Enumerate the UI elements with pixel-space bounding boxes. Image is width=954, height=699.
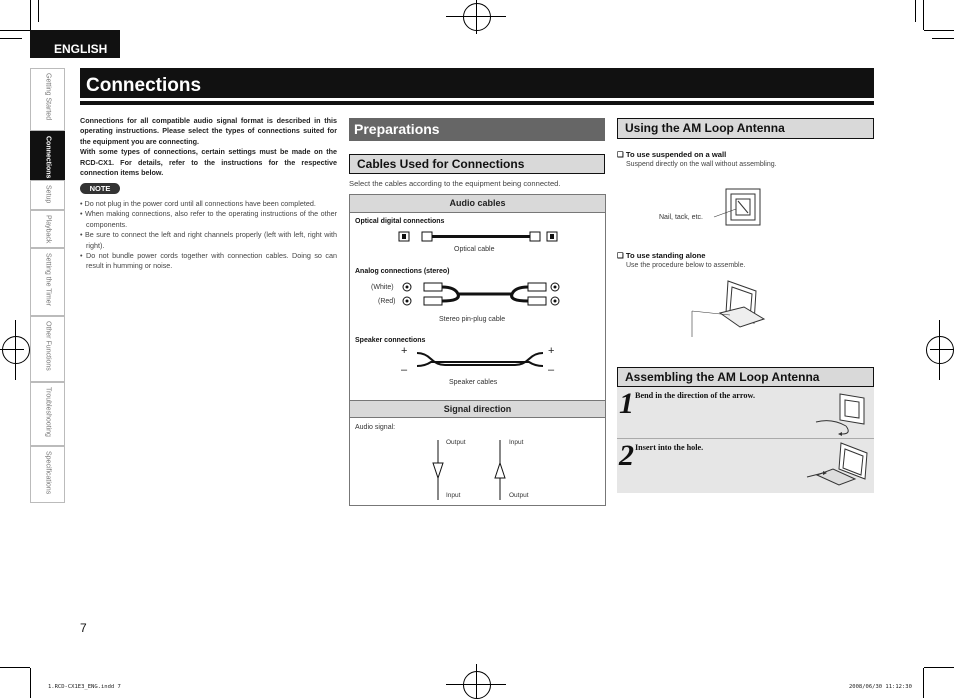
crop-mark xyxy=(923,0,924,30)
page-number: 7 xyxy=(80,621,87,635)
tab-other-functions[interactable]: Other Functions xyxy=(30,316,65,382)
standing-antenna-illustration xyxy=(690,277,770,339)
crop-mark xyxy=(924,667,954,668)
wall-antenna-illustration xyxy=(712,187,772,232)
plus-sign-left: + xyxy=(401,345,408,357)
intro-text xyxy=(80,116,337,178)
speaker-cable-diagram xyxy=(415,349,545,371)
input-label-top: Input xyxy=(509,439,524,446)
insert-antenna-illustration xyxy=(805,441,875,491)
note-item: • Do not bundle power cords together with connection cables. Doing so can result in humming or noise. xyxy=(80,251,337,271)
registration-line xyxy=(15,320,16,380)
using-am-antenna-heading: Using the AM Loop Antenna xyxy=(617,118,874,139)
registration-mark xyxy=(926,336,954,364)
crop-mark xyxy=(30,0,31,30)
step-text: Insert into the hole. xyxy=(635,443,704,452)
footer-timestamp: 2008/06/30 11:12:30 xyxy=(849,684,912,690)
analog-label: Analog connections (stereo) xyxy=(355,268,450,275)
input-label-bottom: Input xyxy=(446,492,461,499)
white-channel-label: (White) xyxy=(371,284,394,291)
red-channel-label: (Red) xyxy=(378,298,396,305)
cables-description: Select the cables according to the equipment being connected. xyxy=(349,179,561,188)
speaker-label: Speaker connections xyxy=(355,337,426,344)
audio-cables-panel xyxy=(349,212,606,401)
note-item: • Be sure to connect the left and right channels properly (left with left, right with right). xyxy=(80,230,337,250)
minus-sign-left: – xyxy=(401,364,408,376)
audio-cables-title: Audio cables xyxy=(349,194,606,213)
step-text: Bend in the direction of the arrow. xyxy=(635,391,756,400)
crop-mark xyxy=(0,30,30,31)
signal-direction-panel xyxy=(349,417,606,506)
standing-title: ❑ To use standing alone xyxy=(617,251,706,260)
output-label-top: Output xyxy=(446,439,466,446)
assembly-step-1 xyxy=(617,387,874,438)
tab-setting-the-timer[interactable]: Setting the Timer xyxy=(30,248,65,316)
chapter-tabs xyxy=(30,68,65,503)
page-title-bar xyxy=(80,68,874,98)
tab-setup[interactable]: Setup xyxy=(30,180,65,210)
note-badge: NOTE xyxy=(80,183,120,194)
stereo-cable-diagram xyxy=(400,280,570,310)
registration-line xyxy=(930,349,954,350)
registration-mark xyxy=(463,3,491,31)
audio-signal-label: Audio signal: xyxy=(355,424,396,431)
crop-mark xyxy=(923,668,924,698)
language-label: ENGLISH xyxy=(30,30,120,58)
registration-mark xyxy=(463,671,491,699)
crop-mark xyxy=(38,0,39,22)
tab-connections[interactable]: Connections xyxy=(30,131,65,180)
cables-heading: Cables Used for Connections xyxy=(349,154,605,174)
assembly-step-2 xyxy=(617,439,874,493)
bend-antenna-illustration xyxy=(812,390,872,436)
tab-playback[interactable]: Playback xyxy=(30,210,65,248)
wall-mount-description: Suspend directly on the wall without assembling. xyxy=(626,161,777,168)
page-title: Connections xyxy=(86,75,202,96)
assembling-am-antenna-heading: Assembling the AM Loop Antenna xyxy=(617,367,874,387)
registration-line xyxy=(476,0,477,34)
registration-line xyxy=(939,320,940,380)
crop-mark xyxy=(30,668,31,698)
optical-cable-caption: Optical cable xyxy=(454,246,495,253)
footer-file-info: 1.RCD-CX1E3_ENG.indd 7 xyxy=(48,684,121,690)
intro-paragraph: Connections for all compatible audio signal format is described in this operating instructions. Please select the types of connections suited for the equipment you are connecting. xyxy=(80,116,337,146)
tab-specifications[interactable]: Specifications xyxy=(30,446,65,503)
intro-paragraph: With some types of connections, certain settings must be made on the RCD-CX1. For details, refer to the instructions for the respective connection items below. xyxy=(80,147,337,178)
signal-arrows xyxy=(430,438,510,502)
preparations-heading: Preparations xyxy=(349,118,605,141)
step-number: 2 xyxy=(619,439,634,472)
signal-direction-title: Signal direction xyxy=(349,400,606,418)
crop-mark xyxy=(932,38,954,39)
optical-label: Optical digital connections xyxy=(355,218,445,225)
stereo-cable-caption: Stereo pin-plug cable xyxy=(439,316,506,323)
registration-line xyxy=(0,349,24,350)
standing-description: Use the procedure below to assemble. xyxy=(626,262,746,269)
note-item: • When making connections, also refer to the operating instructions of the other components. xyxy=(80,209,337,229)
crop-mark xyxy=(0,38,22,39)
nail-tack-label: Nail, tack, etc. xyxy=(659,214,703,221)
note-list xyxy=(80,199,337,272)
step-number: 1 xyxy=(619,387,634,420)
registration-line xyxy=(476,664,477,698)
speaker-cables-caption: Speaker cables xyxy=(449,379,498,386)
crop-mark xyxy=(915,0,916,22)
crop-mark xyxy=(0,667,30,668)
minus-sign-right: – xyxy=(548,364,555,376)
title-rule xyxy=(80,101,874,105)
tab-getting-started[interactable]: Getting Started xyxy=(30,68,65,131)
note-item: • Do not plug in the power cord until all connections have been completed. xyxy=(80,199,316,208)
crop-mark xyxy=(924,30,954,31)
plus-sign-right: + xyxy=(548,345,555,357)
output-label-bottom: Output xyxy=(509,492,529,499)
tab-troubleshooting[interactable]: Troubleshooting xyxy=(30,382,65,446)
optical-cable-diagram xyxy=(395,229,565,245)
wall-mount-title: ❑ To use suspended on a wall xyxy=(617,150,727,159)
registration-mark xyxy=(2,336,30,364)
